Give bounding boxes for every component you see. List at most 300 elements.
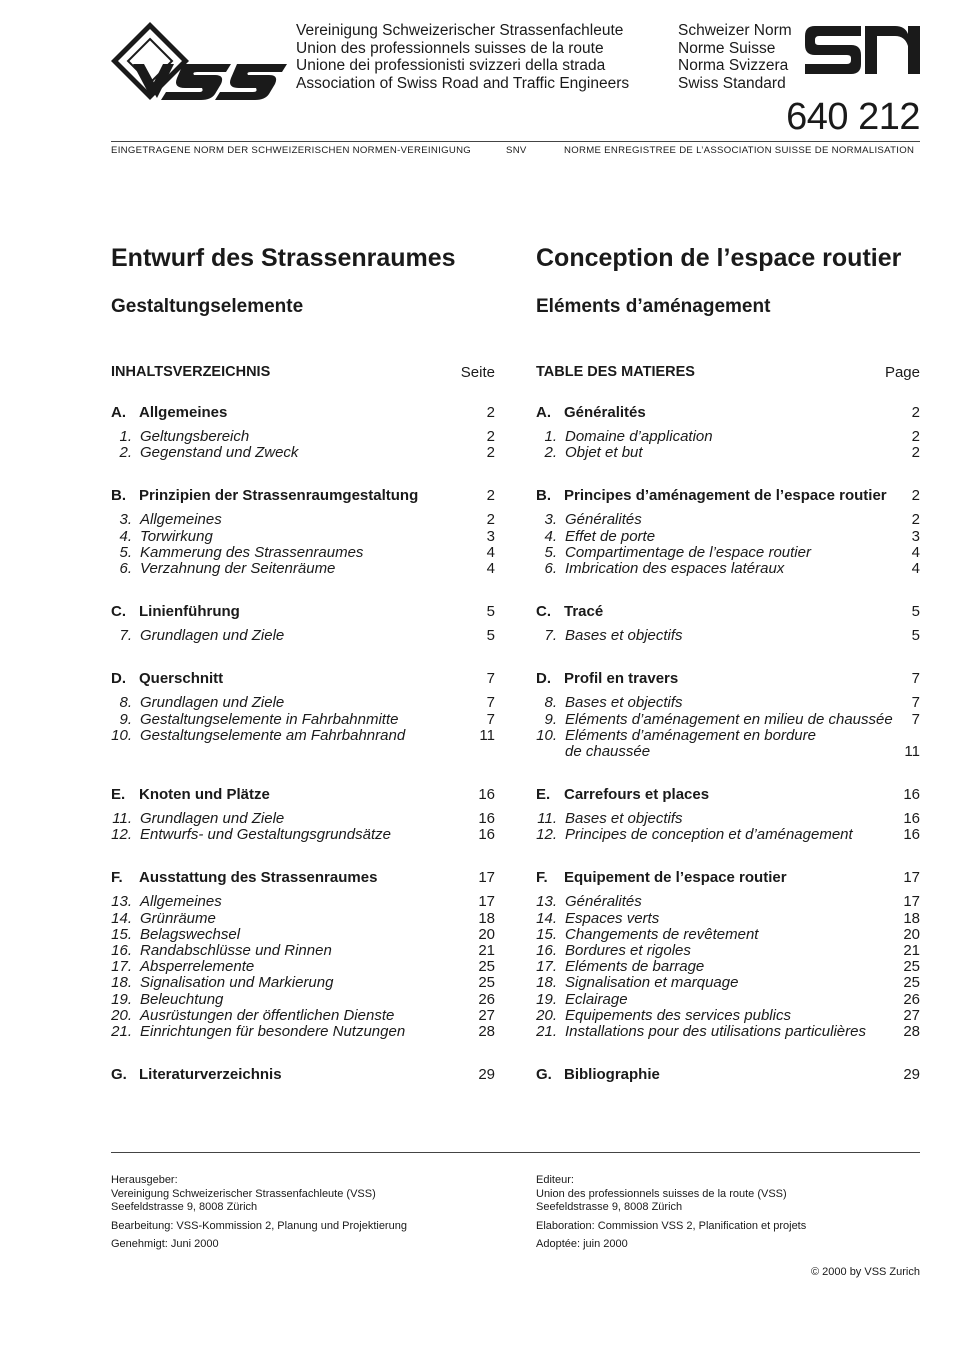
toc-item (536, 827, 920, 843)
item-page: 4 (911, 559, 920, 577)
section-title: Généralités (564, 404, 646, 421)
section-title: Profil en travers (564, 670, 679, 688)
toc-item (111, 695, 495, 711)
item-page: 2 (911, 428, 920, 445)
item-number: 17. (111, 958, 132, 976)
toc-item (111, 561, 495, 577)
toc-item (536, 429, 920, 445)
item-page: 2 (911, 511, 920, 529)
toc-item (536, 975, 920, 991)
section-letter: G. (111, 1066, 127, 1084)
item-page: 4 (911, 543, 920, 561)
item-title-line: Gegenstand und Zweck (140, 444, 299, 462)
item-title-line: de chaussée (565, 742, 651, 760)
toc-section (111, 404, 495, 422)
item-title (140, 529, 213, 545)
toc-item (111, 1024, 495, 1040)
item-title (565, 1024, 866, 1040)
item-number: 14. (536, 909, 557, 927)
toc-item (536, 927, 920, 943)
section-letter: B. (536, 487, 551, 505)
standard-name-de: Schweizer Norm (678, 22, 792, 39)
item-title-line: Installations pour des utilisations particulières (565, 1022, 866, 1040)
item-number: 7. (544, 627, 557, 645)
item-page: 7 (911, 710, 920, 728)
item-page: 3 (486, 527, 495, 545)
item-number: 12. (111, 826, 132, 844)
footer-rule (111, 1152, 920, 1153)
item-number: 21. (536, 1022, 557, 1040)
section-title: Querschnitt (139, 670, 224, 688)
item-number: 16. (536, 942, 557, 960)
editing-note: Elaboration: Commission VSS 2, Planification et projets (536, 1219, 807, 1232)
item-title-line: Gestaltungselemente in Fahrbahnmitte (140, 710, 399, 728)
item-title-line: Beleuchtung (140, 990, 224, 1008)
section-page: 2 (486, 487, 495, 505)
item-number: 13. (111, 893, 132, 911)
item-title (565, 445, 643, 461)
item-title-line: Bases et objectifs (565, 810, 683, 828)
copyright: © 2000 by VSS Zurich (811, 1266, 920, 1278)
toc-item (536, 943, 920, 959)
item-number: 8. (119, 694, 132, 712)
item-title-line: Bases et objectifs (565, 627, 683, 645)
toc-item (536, 894, 920, 910)
toc-item-list (111, 695, 495, 744)
item-page: 28 (478, 1022, 495, 1040)
toc-item (536, 1024, 920, 1040)
item-page: 11 (479, 726, 495, 744)
item-title-line: Entwurfs- und Gestaltungsgrundsätze (140, 826, 391, 844)
toc-section (111, 487, 495, 505)
section-page: 16 (903, 786, 920, 804)
section-letter: D. (536, 670, 551, 688)
toc-section (111, 670, 495, 688)
item-title (140, 827, 391, 843)
item-page: 18 (903, 909, 920, 927)
section-letter: F. (536, 869, 548, 887)
item-title-line: Eléments d’aménagement en milieu de chaussée (565, 710, 893, 728)
item-title-line: Absperrelemente (140, 958, 255, 976)
section-letter: C. (111, 603, 126, 621)
standard-name-fr: Norme Suisse (678, 39, 776, 57)
norm-number: 640 212 (786, 96, 920, 138)
item-number: 10. (111, 726, 132, 744)
section-title: Linienführung (139, 603, 240, 621)
item-title (565, 512, 642, 528)
item-title (565, 695, 683, 711)
toc-item (111, 545, 495, 561)
item-number: 19. (111, 990, 132, 1008)
item-page: 20 (478, 925, 495, 943)
toc-section (536, 670, 920, 688)
item-title (565, 628, 683, 644)
toc-heading-row (111, 364, 495, 382)
toc-item (111, 728, 495, 744)
toc-item (536, 545, 920, 561)
item-number: 18. (536, 974, 557, 992)
toc-item (536, 712, 920, 728)
toc-heading-row (536, 364, 920, 382)
toc-item (111, 943, 495, 959)
item-title-line: Allgemeines (140, 893, 222, 911)
item-page: 16 (478, 810, 495, 828)
vss-logo (111, 20, 289, 102)
item-title-line: Signalisation und Markierung (140, 974, 334, 992)
item-number: 9. (544, 710, 557, 728)
toc-item (536, 628, 920, 644)
item-number: 13. (536, 893, 557, 911)
toc-item (536, 992, 920, 1008)
toc-section (111, 869, 495, 887)
item-number: 3. (544, 511, 557, 529)
section-page: 5 (486, 603, 495, 621)
toc-item (111, 975, 495, 991)
item-page: 16 (478, 826, 495, 844)
toc-section (111, 1066, 495, 1084)
association-names (296, 22, 629, 92)
item-title-line: Equipements des services publics (565, 1006, 791, 1024)
toc-item (536, 529, 920, 545)
item-number: 15. (111, 925, 132, 943)
item-title (140, 712, 398, 728)
item-title (565, 975, 738, 991)
item-title-line: Grundlagen und Ziele (140, 694, 285, 712)
page-column-label: Page (884, 364, 920, 381)
item-number: 8. (544, 694, 557, 712)
item-page: 7 (911, 694, 920, 712)
item-title-line: Changements de revêtement (565, 925, 759, 943)
item-title (140, 695, 284, 711)
item-page: 26 (903, 990, 920, 1008)
association-name-it: Unione dei professionisti svizzeri della strada (296, 57, 606, 75)
item-title-line: Bordures et rigoles (565, 942, 691, 960)
section-title: Principes d’aménagement de l’espace routier (564, 487, 887, 505)
standard-names (678, 22, 792, 92)
item-page: 17 (903, 893, 920, 911)
page-column-label: Seite (460, 364, 495, 381)
item-page: 2 (486, 428, 495, 445)
item-title (140, 445, 298, 461)
item-number: 20. (536, 1006, 557, 1024)
item-title (565, 529, 655, 545)
section-letter: B. (111, 487, 126, 505)
toc-item (111, 959, 495, 975)
toc-item (536, 911, 920, 927)
item-number: 21. (111, 1022, 132, 1040)
item-title (140, 728, 405, 744)
toc-item-list (111, 429, 495, 461)
item-number: 17. (536, 958, 557, 976)
item-title (140, 975, 333, 991)
section-title: Knoten und Plätze (139, 786, 270, 804)
publisher-label: Herausgeber: (111, 1174, 178, 1186)
item-title-line: Grünräume (140, 909, 216, 927)
approval-note: Adoptée: juin 2000 (536, 1238, 628, 1250)
item-title-line: Geltungsbereich (140, 428, 250, 445)
item-title (140, 512, 222, 528)
item-title (565, 1008, 791, 1024)
toc-fr (536, 364, 920, 1084)
editing-note: Bearbeitung: VSS-Kommission 2, Planung und Projektierung (111, 1219, 407, 1232)
toc-item (111, 894, 495, 910)
toc-item (111, 927, 495, 943)
registration-note-fr: NORME ENREGISTREE DE L’ASSOCIATION SUISSE DE NORMALISATION (564, 145, 915, 156)
item-title-line: Eléments de barrage (565, 958, 705, 976)
toc-item-list (536, 811, 920, 843)
item-page: 18 (478, 909, 495, 927)
item-title (565, 811, 683, 827)
item-page: 3 (911, 527, 920, 545)
section-letter: E. (536, 786, 551, 804)
item-title (140, 811, 284, 827)
item-number: 11. (112, 810, 132, 828)
section-letter: A. (536, 404, 551, 421)
association-name-fr: Union des professionnels suisses de la route (296, 39, 604, 57)
toc-section (536, 487, 920, 505)
section-page: 7 (486, 670, 495, 688)
section-title: Ausstattung des Strassenraumes (139, 869, 378, 887)
item-title (140, 894, 222, 910)
toc-item-list (111, 811, 495, 843)
section-page: 2 (911, 487, 920, 505)
association-name-en: Association of Swiss Road and Traffic Engineers (296, 74, 630, 92)
item-number: 2. (119, 444, 132, 462)
item-number: 15. (536, 925, 557, 943)
section-letter: E. (111, 786, 126, 804)
toc-section (111, 603, 495, 621)
item-title-line: Eléments d’aménagement en bordure (565, 726, 816, 744)
toc-item (536, 811, 920, 827)
toc-item (111, 712, 495, 728)
toc-item (536, 561, 920, 577)
item-title (565, 927, 758, 943)
section-letter: A. (111, 404, 126, 421)
item-page: 2 (486, 444, 495, 462)
item-title-line: Signalisation et marquage (565, 974, 739, 992)
section-title: Literaturverzeichnis (139, 1066, 282, 1084)
item-page: 26 (478, 990, 495, 1008)
item-title (140, 429, 249, 445)
item-title-line: Principes de conception et d’aménagement (565, 826, 853, 844)
toc-section (536, 404, 920, 422)
item-title-line: Eclairage (565, 990, 628, 1008)
item-title (140, 911, 216, 927)
toc-item (111, 811, 495, 827)
item-title-line: Kammerung des Strassenraumes (140, 543, 364, 561)
toc-item (111, 827, 495, 843)
toc-section (536, 1066, 920, 1084)
registration-snv: SNV (506, 145, 527, 156)
toc-item (536, 695, 920, 711)
toc-item-list (536, 894, 920, 1040)
item-title-line: Gestaltungselemente am Fahrbahnrand (140, 726, 406, 744)
toc-de (111, 364, 495, 1084)
item-number: 12. (536, 826, 557, 844)
item-number: 9. (119, 710, 132, 728)
item-title (565, 894, 642, 910)
item-title-line: Verzahnung der Seitenräume (140, 559, 336, 577)
item-title-line: Effet de porte (565, 527, 656, 545)
section-title: Carrefours et places (564, 786, 710, 804)
item-number: 4. (544, 527, 557, 545)
item-title (565, 429, 713, 445)
toc-item (111, 445, 495, 461)
item-page: 11 (904, 742, 920, 760)
section-title: Equipement de l’espace routier (564, 869, 787, 887)
section-letter: C. (536, 603, 551, 621)
toc-item-list (536, 695, 920, 760)
item-page: 4 (486, 543, 495, 561)
toc-item-list (536, 429, 920, 461)
item-number: 2. (544, 444, 557, 462)
section-letter: G. (536, 1066, 552, 1084)
item-title-line: Généralités (565, 893, 642, 911)
publisher-label: Editeur: (536, 1174, 574, 1186)
item-number: 1. (544, 428, 557, 445)
sn-mark-logo (805, 26, 920, 74)
footer-fr (536, 1174, 806, 1252)
item-title (565, 959, 704, 975)
item-number: 11. (537, 810, 557, 828)
item-title-line: Espaces verts (565, 909, 660, 927)
toc-item-list (111, 512, 495, 577)
item-page: 7 (486, 694, 495, 712)
item-page: 2 (911, 444, 920, 462)
item-title (140, 1024, 405, 1040)
item-number: 5. (119, 543, 132, 561)
item-page: 25 (478, 974, 495, 992)
toc-item (111, 1008, 495, 1024)
section-title: Allgemeines (139, 404, 228, 421)
item-title (140, 1008, 394, 1024)
item-title-line: Compartimentage de l’espace routier (565, 543, 811, 561)
item-title-line: Domaine d’application (565, 428, 713, 445)
publisher-name: Union des professionnels suisses de la route (VSS) (536, 1187, 787, 1200)
toc-item-list (536, 628, 920, 644)
section-page: 5 (911, 603, 920, 621)
toc-item (111, 512, 495, 528)
item-page: 21 (478, 942, 495, 960)
standard-name-en: Swiss Standard (678, 74, 786, 92)
section-title: Tracé (564, 603, 604, 621)
item-title (565, 728, 816, 760)
item-title-line: Randabschlüsse und Rinnen (140, 942, 332, 960)
item-number: 19. (536, 990, 557, 1008)
approval-note: Genehmigt: Juni 2000 (111, 1238, 219, 1250)
toc-item-list (536, 512, 920, 577)
item-number: 10. (536, 726, 557, 744)
item-title-line: Allgemeines (140, 511, 222, 529)
item-title (140, 927, 240, 943)
item-title-line: Généralités (565, 511, 642, 529)
toc-section (111, 786, 495, 804)
item-title (565, 992, 628, 1008)
item-number: 4. (119, 527, 132, 545)
item-page: 25 (478, 958, 495, 976)
item-page: 20 (903, 925, 920, 943)
subtitle-de: Gestaltungselemente (111, 296, 304, 317)
toc-heading: TABLE DES MATIERES (536, 364, 695, 380)
section-page: 17 (903, 869, 920, 887)
item-page: 2 (486, 511, 495, 529)
item-page: 16 (903, 826, 920, 844)
publisher-name: Vereinigung Schweizerischer Strassenfachleute (VSS) (111, 1187, 376, 1200)
toc-section (536, 786, 920, 804)
section-letter: F. (111, 869, 123, 887)
section-letter: D. (111, 670, 126, 688)
item-title (140, 992, 223, 1008)
item-page: 25 (903, 958, 920, 976)
item-title-line: Objet et but (565, 444, 643, 462)
item-title (140, 628, 284, 644)
item-page: 28 (903, 1022, 920, 1040)
item-page: 4 (486, 559, 495, 577)
item-title-line: Torwirkung (140, 527, 213, 545)
item-number: 14. (111, 909, 132, 927)
item-title-line: Imbrication des espaces latéraux (565, 559, 785, 577)
toc-item (111, 992, 495, 1008)
registration-note-de: EINGETRAGENE NORM DER SCHWEIZERISCHEN NORMEN-VEREINIGUNG (111, 145, 472, 156)
item-page: 7 (486, 710, 495, 728)
toc-item (111, 911, 495, 927)
section-page: 16 (478, 786, 495, 804)
subtitle-fr: Eléments d’aménagement (536, 296, 771, 317)
item-title (565, 561, 784, 577)
toc-section (536, 869, 920, 887)
item-page: 25 (903, 974, 920, 992)
footer-de (111, 1174, 407, 1252)
toc-item-list (111, 894, 495, 1040)
item-number: 18. (111, 974, 132, 992)
section-page: 29 (478, 1066, 495, 1084)
toc-item (111, 628, 495, 644)
item-title (140, 959, 254, 975)
item-title (565, 911, 659, 927)
item-title-line: Grundlagen und Ziele (140, 810, 285, 828)
item-page: 5 (486, 627, 495, 645)
item-title (140, 561, 335, 577)
item-title-line: Einrichtungen für besondere Nutzungen (140, 1022, 406, 1040)
association-name-de: Vereinigung Schweizerischer Strassenfachleute (296, 22, 624, 39)
item-title-line: Ausrüstungen der öffentlichen Dienste (140, 1006, 395, 1024)
section-title: Bibliographie (564, 1066, 660, 1084)
item-page: 5 (911, 627, 920, 645)
publisher-address: Seefeldstrasse 9, 8008 Zürich (536, 1201, 683, 1213)
item-page: 27 (478, 1006, 495, 1024)
item-title (565, 827, 853, 843)
item-number: 20. (111, 1006, 132, 1024)
title-de: Entwurf des Strassenraumes (111, 244, 456, 272)
item-title (140, 943, 332, 959)
toc-item (111, 529, 495, 545)
item-number: 1. (119, 428, 132, 445)
section-page: 29 (903, 1066, 920, 1084)
publisher-address: Seefeldstrasse 9, 8008 Zürich (111, 1201, 258, 1213)
toc-item (536, 728, 920, 760)
section-page: 17 (478, 869, 495, 887)
item-number: 6. (544, 559, 557, 577)
toc-heading: INHALTSVERZEICHNIS (111, 364, 271, 380)
item-title-line: Belagswechsel (140, 925, 241, 943)
toc-item (536, 512, 920, 528)
title-fr: Conception de l’espace routier (536, 244, 902, 272)
item-page: 17 (478, 893, 495, 911)
item-page: 21 (903, 942, 920, 960)
item-number: 7. (119, 627, 132, 645)
toc-item-list (111, 628, 495, 644)
toc-item (536, 445, 920, 461)
